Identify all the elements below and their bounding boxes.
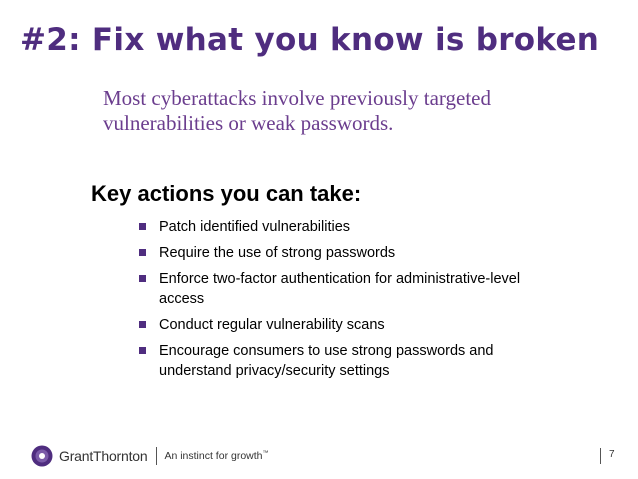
grant-thornton-logo [31, 442, 269, 470]
list-item-text: Conduct regular vulnerability scans [159, 317, 385, 333]
brand-name: GrantThornton [59, 448, 148, 464]
slide-title: #2: Fix what you know is broken [20, 22, 600, 58]
page-number: 7 [609, 449, 615, 460]
square-bullet-icon [139, 249, 146, 256]
list-item [139, 217, 539, 237]
key-actions-heading: Key actions you can take: [91, 181, 362, 206]
list-item [139, 315, 539, 335]
key-actions-list [139, 217, 539, 387]
list-item [139, 243, 539, 263]
page-number-divider [600, 448, 601, 464]
list-item-text: Enforce two-factor authentication for administrative-level access [159, 271, 521, 307]
list-item-text: Patch identified vulnerabilities [159, 219, 351, 235]
list-item-text: Require the use of strong passwords [159, 245, 396, 261]
grant-thornton-emblem-icon [31, 445, 53, 467]
list-item [139, 341, 539, 381]
logo-divider [156, 447, 157, 465]
brand-tagline: An instinct for growth™ [164, 450, 269, 462]
list-item-text: Encourage consumers to use strong passwords and understand privacy/security settings [159, 343, 494, 379]
list-item [139, 269, 539, 309]
square-bullet-icon [139, 223, 146, 230]
slide-subtitle: Most cyberattacks involve previously targeted vulnerabilities or weak passwords. [103, 86, 492, 135]
square-bullet-icon [139, 321, 146, 328]
square-bullet-icon [139, 347, 146, 354]
square-bullet-icon [139, 275, 146, 282]
